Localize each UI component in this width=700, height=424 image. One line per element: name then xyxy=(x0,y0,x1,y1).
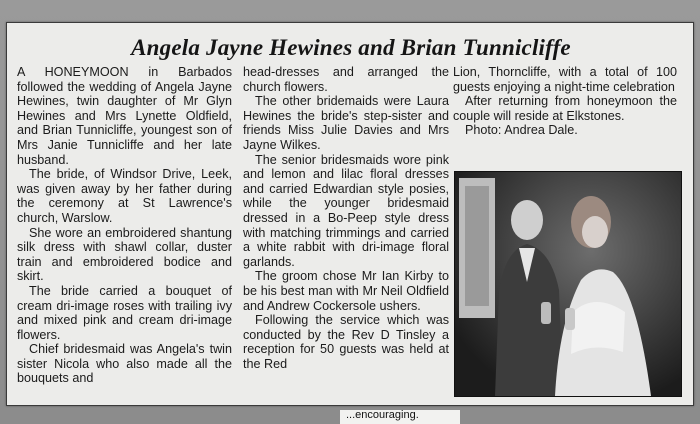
photo-credit: Photo: Andrea Dale. xyxy=(465,123,578,138)
paragraph: A HONEYMOON in Barbados followed the wedding of Angela Jayne Hewines, twin daughter of Mr Glyn Hewines and Mrs Lynette Oldfield, and Brian Tunnicliffe, youngest son of Mrs Janie Tunnicliffe and her late husband. xyxy=(17,65,232,167)
paragraph: Lion, Thorncliffe, with a total of 100 guests enjoying a night-time celebration xyxy=(453,65,677,94)
article-headline: Angela Jayne Hewines and Brian Tunnicliffe xyxy=(131,35,571,60)
fragment-text: ...encouraging. xyxy=(346,409,419,421)
article-column-2 xyxy=(243,65,449,371)
paragraph: The bride carried a bouquet of cream dri-image roses with trailing ivy and mixed pink and cream dri-image flowers. xyxy=(17,283,232,342)
paragraph: The senior bridesmaids wore pink and lemon and lilac floral dresses and carried Edwardian style posies, while the younger bridesmaid dressed in a Bo-Peep style dress with matching trimmings and carried a white rabbit with dri-image floral garlands. xyxy=(243,152,449,269)
paragraph: After returning from honeymoon the couple will reside at Elkstones. xyxy=(453,94,677,123)
bottom-clipping-fragment xyxy=(340,410,460,424)
article-column-1 xyxy=(17,65,232,386)
paragraph: Following the service which was conducted by the Rev D Tinsley a reception for 50 guests was held at the Red xyxy=(243,313,449,371)
paragraph: The bride, of Windsor Drive, Leek, was given away by her father during the ceremony at St Lawrence's church, Warslow. xyxy=(17,167,232,225)
paragraph: The other bridemaids were Laura Hewines the bride's step-sister and friends Miss Julie Davies and Mrs Jayne Wilkes. xyxy=(243,94,449,152)
paragraph: head-dresses and arranged the church flowers. xyxy=(243,65,449,94)
paragraph: The groom chose Mr Ian Kirby to be his best man with Mr Neil Oldfield and Andrew Cockersole ushers. xyxy=(243,269,449,313)
newspaper-clipping xyxy=(6,22,694,406)
article-column-3 xyxy=(453,65,677,138)
paragraph: Chief bridesmaid was Angela's twin sister Nicola who also made all the bouquets and xyxy=(17,342,232,386)
wedding-couple-image xyxy=(455,172,681,396)
wedding-photo xyxy=(454,171,682,397)
paragraph: She wore an embroidered shantung silk dress with shawl collar, duster train and embroidered bodice and skirt. xyxy=(17,225,232,284)
